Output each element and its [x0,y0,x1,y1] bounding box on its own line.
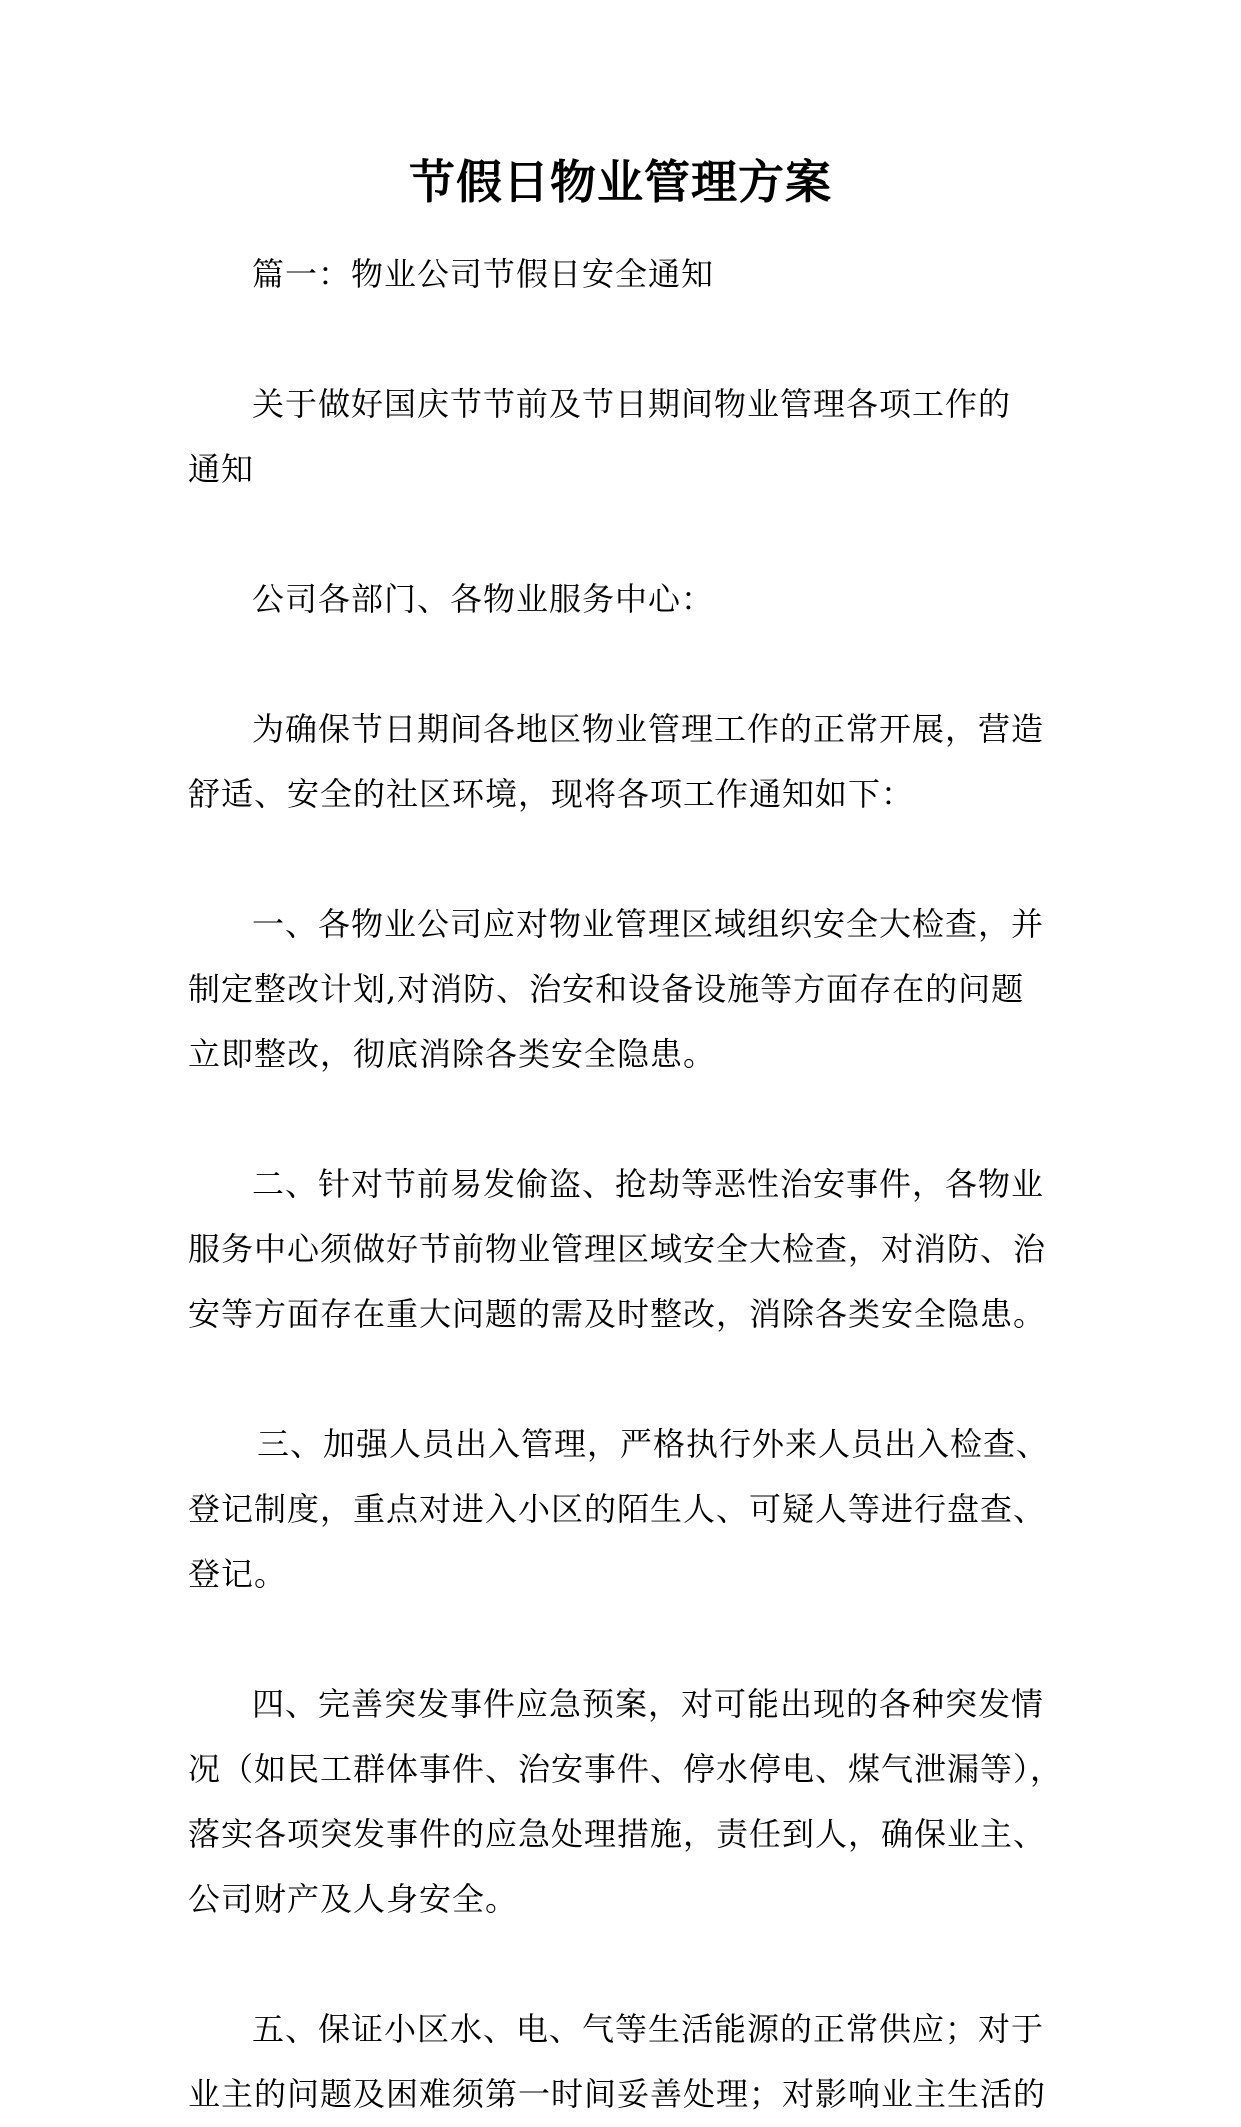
item4-line: 落实各项突发事件的应急处理措施，责任到人，确保业主、 [188,1815,1047,1853]
item5-line: 五、保证小区水、电、气等生活能源的正常供应；对于 [252,2010,1045,2048]
item3-line: 登记制度，重点对进入小区的陌生人、可疑人等进行盘查、 [188,1490,1047,1528]
paragraph-spacing [188,1932,1068,1997]
intro-line: 舒适、安全的社区环境，现将各项工作通知如下： [188,775,915,813]
item4-line: 公司财产及人身安全。 [188,1880,519,1918]
item1-line: 立即整改，彻底消除各类安全隐患。 [188,1035,717,1073]
item3-line: 登记。 [188,1555,288,1593]
item2-line: 服务中心须做好节前物业管理区域安全大检查，对消防、治 [188,1230,1047,1268]
notice-title-line: 关于做好国庆节节前及节日期间物业管理各项工作的 [252,385,1012,423]
item1-line: 一、各物业公司应对物业管理区域组织安全大检查，并 [252,905,1045,943]
intro-line: 为确保节日期间各地区物业管理工作的正常开展，营造 [252,710,1045,748]
paragraph-spacing [188,1607,1068,1672]
notice-title-line: 通知 [188,450,255,488]
paragraph-spacing [188,1347,1068,1412]
salutation: 公司各部门、各物业服务中心： [252,580,715,618]
section-heading: 篇一：物业公司节假日安全通知 [252,255,715,293]
item5-line: 业主的问题及困难须第一时间妥善处理；对影响业主生活的 [188,2075,1047,2113]
paragraph-spacing [188,1087,1068,1152]
paragraph-spacing [188,307,1068,372]
item3-line: 三、加强人员出入管理，严格执行外来人员出入检查、 [257,1425,1050,1463]
paragraph-spacing [188,502,1068,567]
item4-line: 四、完善突发事件应急预案，对可能出现的各种突发情 [252,1685,1045,1723]
item1-line: 制定整改计划,对消防、治安和设备设施等方面存在的问题 [188,970,1025,1008]
item2-line: 二、针对节前易发偷盗、抢劫等恶性治安事件，各物业 [252,1165,1045,1203]
item4-line: 况（如民工群体事件、治安事件、停水停电、煤气泄漏等）， [188,1750,1064,1788]
paragraph-spacing [188,632,1068,697]
document-body [188,242,1068,2127]
paragraph-spacing [188,827,1068,892]
item2-line: 安等方面存在重大问题的需及时整改，消除各类安全隐患。 [188,1295,1047,1333]
document-title: 节假日物业管理方案 [409,155,832,209]
